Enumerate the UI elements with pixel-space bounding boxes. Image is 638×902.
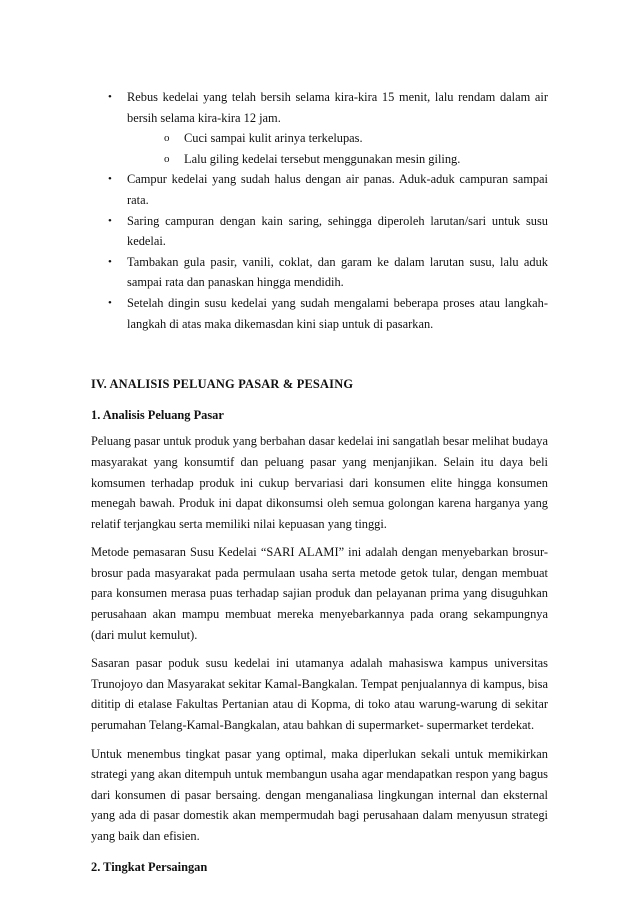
bullet-icon: • bbox=[108, 214, 112, 227]
circle-bullet-icon: o bbox=[164, 132, 170, 145]
paragraph: Peluang pasar untuk produk yang berbahan dasar kedelai ini sangatlah besar melihat budaya masyarakat yang konsumtif dan peluang pasar yang menjanjikan. Selain itu daya beli komsumen terhadap produk ini cukup bervariasi dari konsumen elite hingga konsumen menegah bawah. Produk ini dapat dikonsumsi oleh semua golongan karena harganya yang relatif terjangkau serta memiliki nilai kepuasan yang tinggi. bbox=[91, 434, 548, 531]
subheading-competition: 2. Tingkat Persaingan bbox=[91, 859, 208, 874]
list-item bbox=[91, 252, 548, 293]
section-heading: IV. ANALISIS PELUANG PASAR & PESAING bbox=[91, 377, 354, 392]
list-item-text: Saring campuran dengan kain saring, sehingga diperoleh larutan/sari untuk susu kedelai. bbox=[127, 213, 548, 249]
paragraph: Sasaran pasar poduk susu kedelai ini utamanya adalah mahasiswa kampus universitas Trunojoyo dan Masyarakat sekitar Kamal-Bangkalan. Tempat penjualannya di kampus, bisa dititip di etalase Fakultas Pertanian atau di Kopma, di toko atau warung-warung di sekitar perumahan Telang-Kamal-Bangkalan, atau bahkan di supermarket- supermarket terdekat. bbox=[91, 656, 548, 733]
circle-bullet-icon: o bbox=[164, 152, 170, 165]
paragraph: Metode pemasaran Susu Kedelai “SARI ALAMI” ini adalah dengan menyebarkan brosur-brosur pada masyarakat pada permulaan usaha serta metode getok tular, dengan membuat para konsumen merasa puas terhadap sajian produk dan pelayanan prima yang disuguhkan perusahaan akan mampu membuat mereka menyebarkannya pada orang sekampungnya (dari mulut kemulut). bbox=[91, 545, 548, 642]
bullet-icon: • bbox=[108, 173, 112, 186]
list-item-text: Setelah dingin susu kedelai yang sudah mengalami beberapa proses atau langkah-langkah di atas maka dikemasdan kini siap untuk di pasarkan. bbox=[127, 295, 548, 331]
sub-steps-list bbox=[127, 128, 548, 169]
process-steps-list bbox=[91, 87, 548, 334]
sub-list-item-text: Cuci sampai kulit arinya terkelupas. bbox=[184, 131, 363, 146]
bullet-icon: • bbox=[108, 91, 112, 103]
bullet-icon: • bbox=[108, 296, 112, 309]
paragraph: Untuk menembus tingkat pasar yang optimal, maka diperlukan sekali untuk memikirkan strategi yang akan ditempuh untuk membangun usaha agar mendapatkan respon yang bagus dari konsumen di pasar bersaing. dengan menganaliasa lingkungan internal dan eksternal yang ada di pasar domestik akan mempermudah bagi perusahaan dalam menyusun strategi yang baik dan efisien. bbox=[91, 746, 548, 843]
section-gap bbox=[91, 334, 548, 374]
list-item bbox=[91, 87, 548, 169]
list-item-text: Campur kedelai yang sudah halus dengan air panas. Aduk-aduk campuran sampai rata. bbox=[127, 172, 548, 207]
subheading-market-opportunity: 1. Analisis Peluang Pasar bbox=[91, 407, 224, 422]
list-item-text: Tambakan gula pasir, vanili, coklat, dan garam ke dalam larutan susu, lalu aduk sampai rata dan panaskan hingga mendidih. bbox=[127, 254, 548, 290]
sub-list-item bbox=[127, 128, 548, 149]
list-item-text: Rebus kedelai yang telah bersih selama kira-kira 15 menit, lalu rendam dalam air bersih selama kira-kira 12 jam. bbox=[127, 90, 548, 125]
bullet-icon: • bbox=[108, 255, 112, 268]
list-item bbox=[91, 293, 548, 334]
sub-list-item-text: Lalu giling kedelai tersebut menggunakan mesin giling. bbox=[184, 151, 461, 166]
list-item bbox=[91, 169, 548, 210]
list-item bbox=[91, 211, 548, 252]
page-content bbox=[91, 87, 548, 883]
sub-list-item bbox=[127, 149, 548, 170]
